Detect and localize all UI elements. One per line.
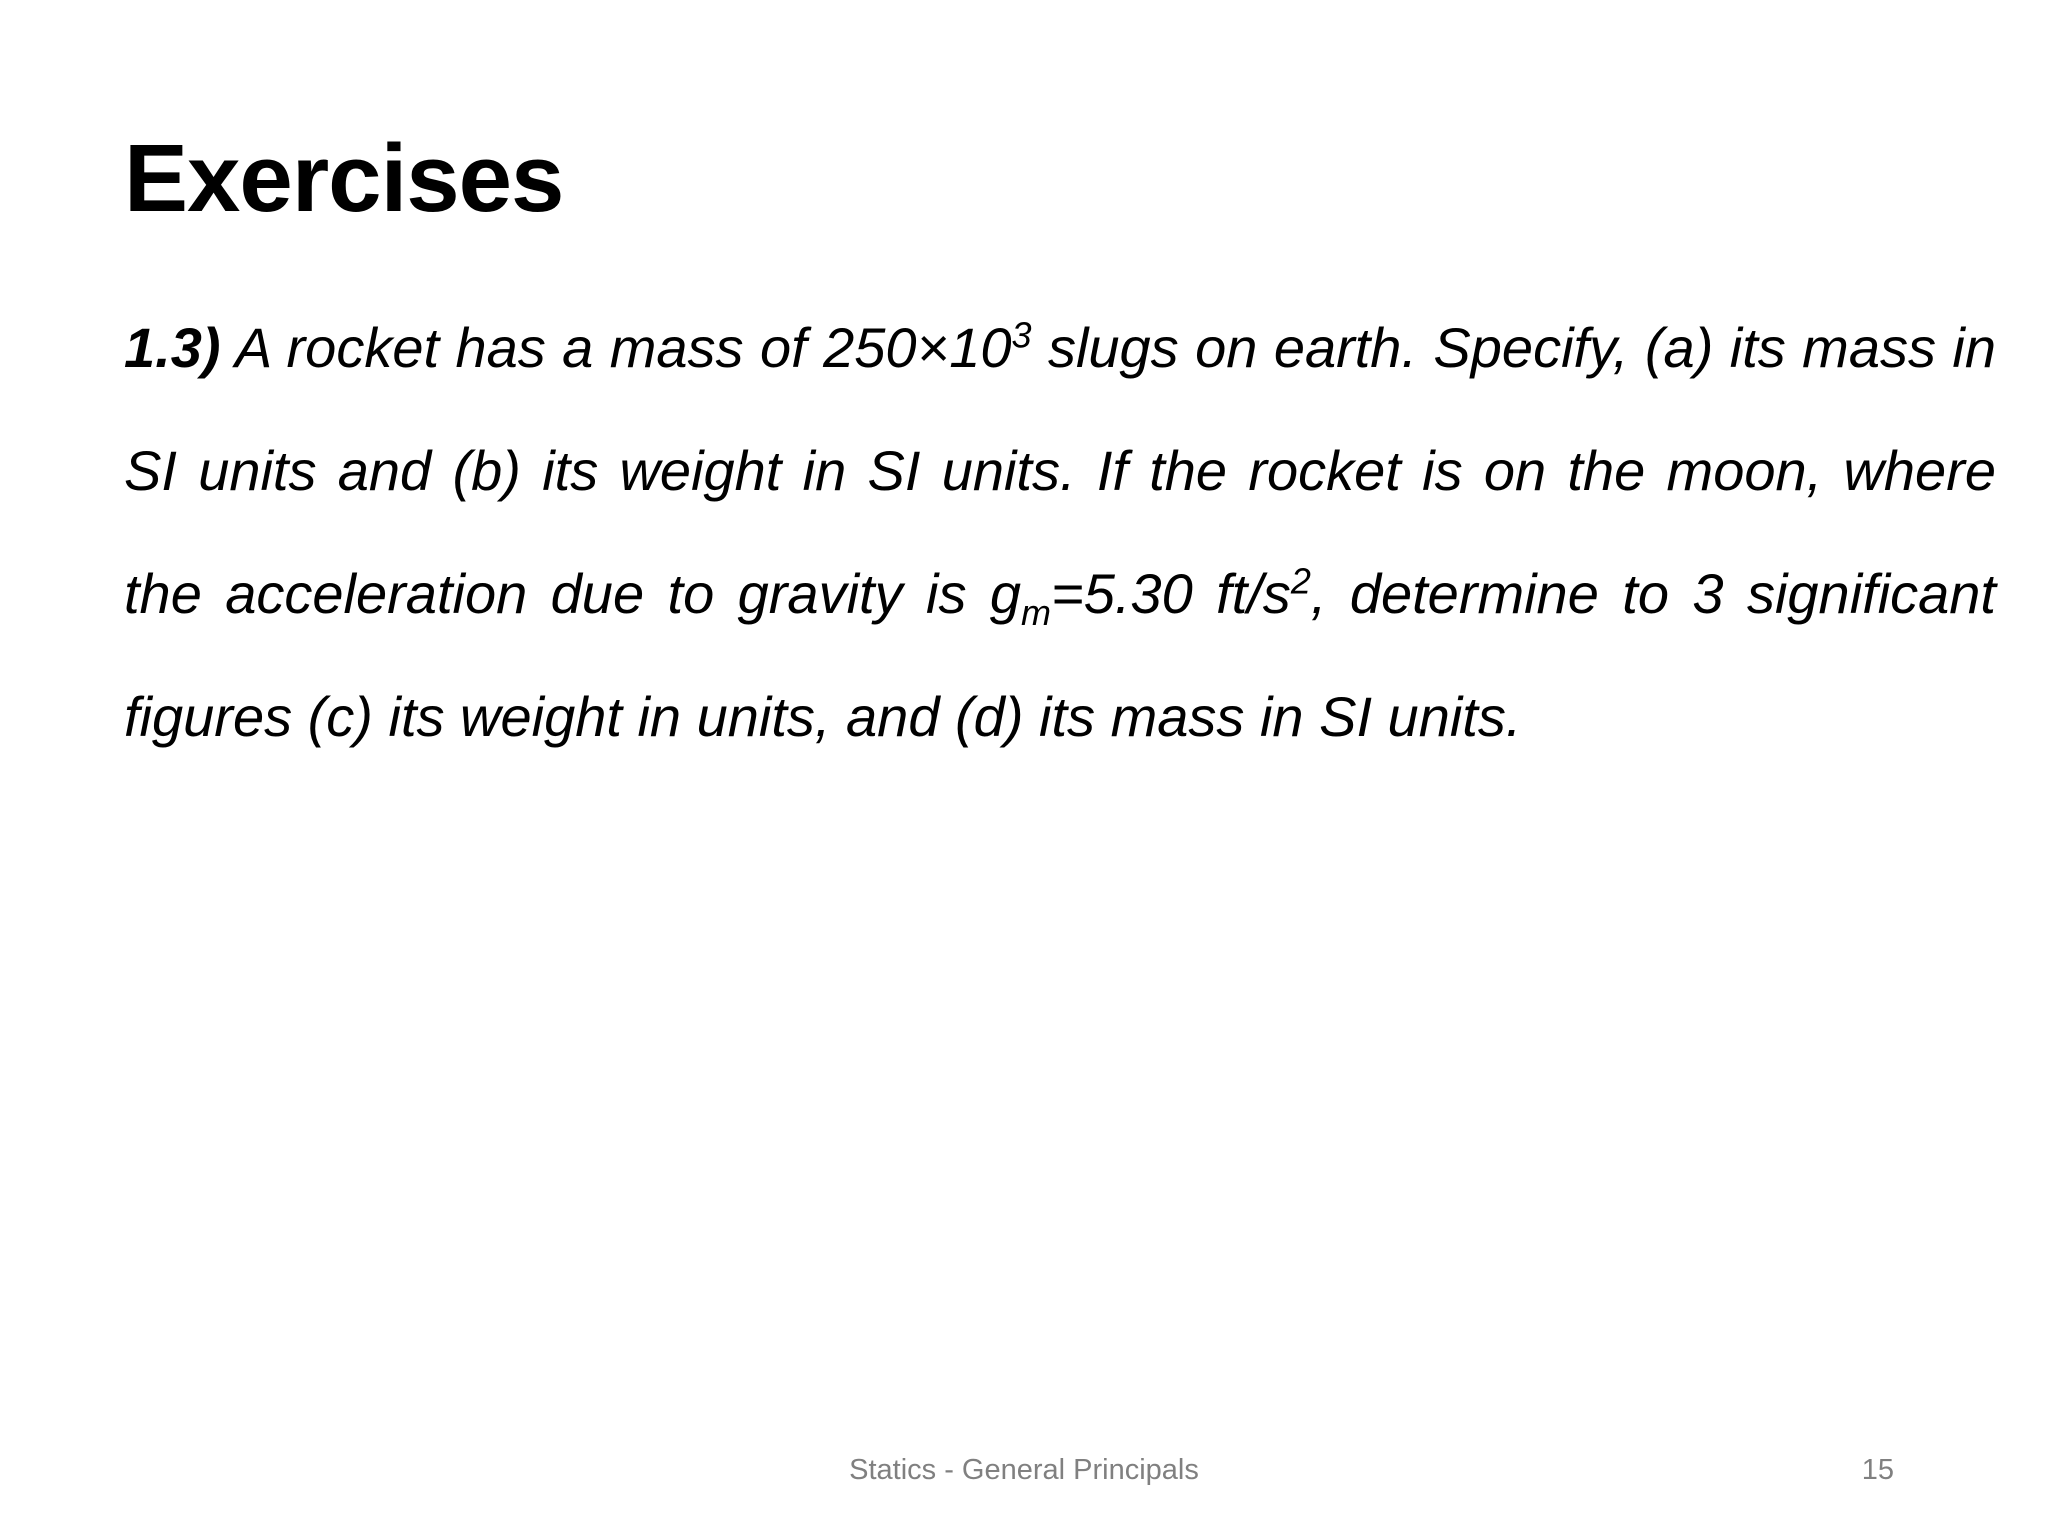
page-number: 15 <box>1861 1454 1894 1486</box>
footer-title: Statics - General Principals <box>849 1454 1199 1486</box>
slide-title: Exercises <box>124 125 564 232</box>
exercise-text-part: slugs on earth. Specify, (a) its mass in SI units and (b) its weight in SI units. If the rocket is on the moon, where the acceleration due to gravity is g <box>124 316 1996 625</box>
exercise-text-part: A rocket has a mass of 250×10 <box>220 316 1012 379</box>
exercise-text-part: =5.30 ft/s <box>1051 562 1291 625</box>
exercise-number: 1.3) <box>124 316 221 379</box>
superscript-exponent: 3 <box>1011 314 1032 356</box>
subscript-moon: m <box>1021 592 1052 634</box>
superscript-squared: 2 <box>1290 560 1311 602</box>
exercise-text-part: , determine to 3 significant figures (c) its weight in units, and (d) its mass in SI units. <box>124 562 1996 748</box>
exercise-text <box>124 286 1996 778</box>
